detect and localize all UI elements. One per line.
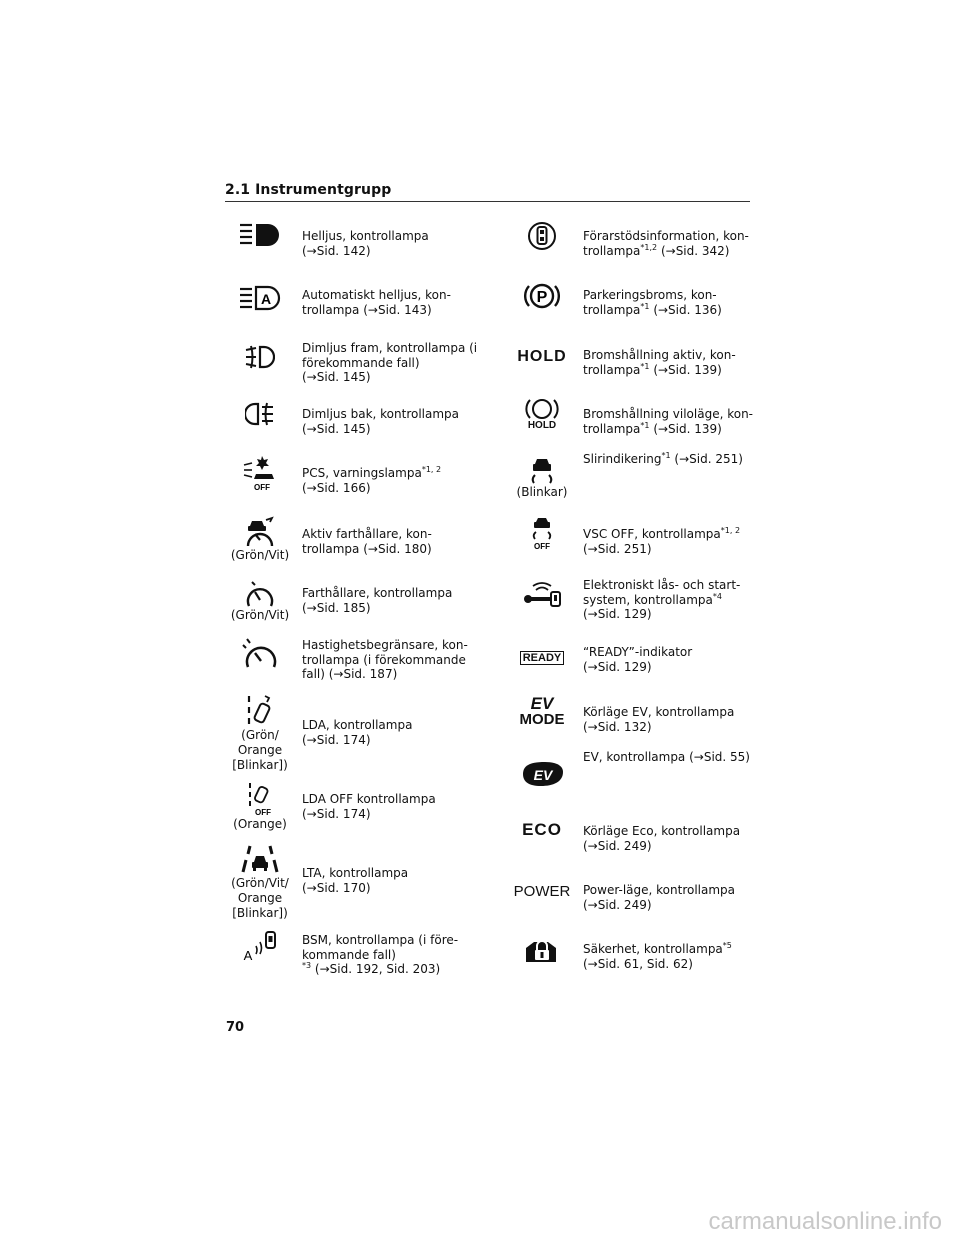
high-beam-icon — [230, 222, 290, 248]
eco-text: Körläge Eco, kontrollampa (→Sid. 249) — [583, 824, 741, 853]
ready-icon: READY — [513, 646, 571, 665]
lda-color-note: (Grön/ Orange [Blinkar]) — [232, 728, 288, 772]
slip-text: Slirindikering$^{*1}$ (→Sid. 251) — [583, 451, 743, 466]
lda-off-text: LDA OFF kontrollampa (→Sid. 174) — [302, 792, 436, 821]
ev-text: EV, kontrollampa (→Sid. 55) — [583, 750, 750, 764]
lda-icon — [226, 694, 294, 773]
smart-key-text: Elektroniskt lås- och start- system, kontrollampa$^{*4}$ (→Sid. 129) — [583, 578, 741, 621]
active-cruise-color-note: (Grön/Vit) — [230, 548, 290, 562]
smart-key-icon — [513, 580, 571, 608]
lta-text: LTA, kontrollampa (→Sid. 170) — [302, 866, 409, 895]
active-cruise-icon — [228, 516, 292, 563]
driver-assist-text: Förarstödsinformation, kon- trollampa$^{*1,2}$ (→Sid. 342) — [583, 229, 749, 258]
lda-off-icon — [226, 781, 294, 832]
auto-high-beam-text: Automatiskt helljus, kon- trollampa (→Sid. 143) — [302, 288, 451, 317]
ev-mode-text: Körläge EV, kontrollampa (→Sid. 132) — [583, 705, 735, 734]
speed-limiter-icon — [228, 637, 292, 669]
driver-assist-icon — [515, 221, 569, 251]
hold-standby-icon: HOLD — [513, 397, 571, 431]
parking-brake-icon — [515, 281, 569, 311]
cruise-icon — [228, 580, 292, 623]
ev-icon — [513, 760, 571, 788]
high-beam-text: Helljus, kontrollampa (→Sid. 142) — [302, 229, 429, 258]
rear-fog-icon — [230, 401, 290, 427]
lta-color-note: (Grön/Vit/ Orange [Blinkar]) — [231, 876, 289, 920]
svg-text:EV: EV — [533, 767, 553, 783]
rear-fog-text: Dimljus bak, kontrollampa (→Sid. 145) — [302, 407, 460, 436]
svg-text:P: P — [536, 289, 548, 306]
slip-icon — [510, 455, 574, 500]
auto-high-beam-icon — [230, 285, 290, 311]
lta-icon — [224, 842, 296, 921]
security-text: Säkerhet, kontrollampa$^{*5}$ (→Sid. 61, Sid. 62) — [583, 941, 732, 971]
eco-icon: ECO — [522, 820, 562, 839]
lda-off-color-note: (Orange) — [233, 817, 287, 831]
security-icon — [515, 936, 569, 964]
section-title: 2.1 Instrumentgrupp — [225, 182, 392, 198]
power-text: Power-läge, kontrollampa (→Sid. 249) — [583, 883, 736, 912]
hold-icon: HOLD — [517, 348, 567, 365]
front-fog-text: Dimljus fram, kontrollampa (i förekommande fall) (→Sid. 145) — [302, 341, 478, 384]
hold-standby-text: Bromshållning viloläge, kon- trollampa$^{*1}$ (→Sid. 139) — [583, 407, 754, 436]
vsc-off-icon — [515, 515, 569, 551]
cruise-color-note: (Grön/Vit) — [230, 608, 290, 622]
front-fog-icon — [230, 344, 290, 370]
svg-text:A: A — [260, 291, 272, 307]
slip-note: (Blinkar) — [516, 485, 568, 499]
parking-brake-text: Parkeringsbroms, kon- trollampa$^{*1}$ (→Sid. 136) — [583, 288, 722, 317]
bsm-icon — [230, 930, 290, 962]
bsm-text: BSM, kontrollampa (i före- kommande fall) $^{*3}$ (→Sid. 192, Sid. 203) — [302, 933, 459, 976]
svg-text:OFF: OFF — [255, 808, 271, 817]
section-header — [225, 179, 750, 202]
hold-text: Bromshållning aktiv, kon- trollampa$^{*1}$ (→Sid. 139) — [583, 348, 736, 377]
speed-limiter-text: Hastighetsbegränsare, kon- trollampa (i förekommande fall) (→Sid. 187) — [302, 638, 468, 681]
pcs-off-icon — [230, 454, 290, 492]
pcs-text: PCS, varningslampa$^{*1, 2}$ (→Sid. 166) — [302, 465, 442, 495]
active-cruise-text: Aktiv farthållare, kon- trollampa (→Sid. 180) — [302, 527, 432, 556]
svg-text:A: A — [243, 948, 253, 962]
page-number: 70 — [226, 1020, 245, 1035]
cruise-text: Farthållare, kontrollampa (→Sid. 185) — [302, 586, 453, 615]
lda-text: LDA, kontrollampa (→Sid. 174) — [302, 718, 413, 747]
vsc-off-text: VSC OFF, kontrollampa$^{*1, 2}$ (→Sid. 251) — [583, 526, 741, 556]
svg-text:OFF: OFF — [534, 542, 550, 551]
ev-mode-icon: EV MODE — [519, 694, 565, 728]
svg-text:OFF: OFF — [254, 483, 270, 492]
ready-text: “READY”-indikator (→Sid. 129) — [583, 645, 693, 674]
watermark: carmanualsonline.info — [708, 1208, 942, 1235]
power-icon: POWER — [513, 883, 571, 900]
